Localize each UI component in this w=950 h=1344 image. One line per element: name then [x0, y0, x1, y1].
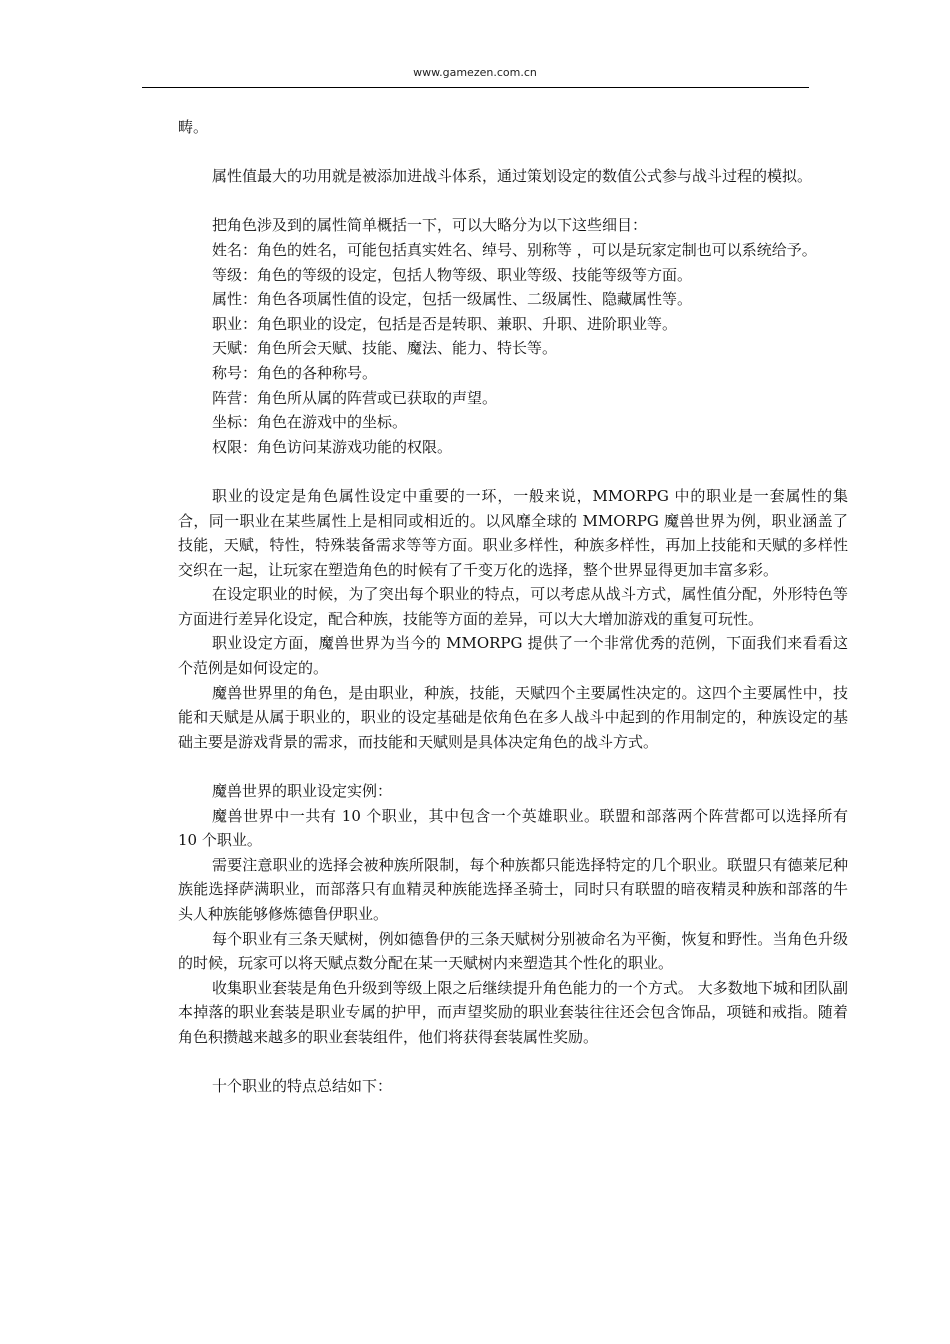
- job-paragraph: 魔兽世界里的角色，是由职业，种族，技能，天赋四个主要属性决定的。这四个主要属性中，技能和天赋是从属于职业的，职业的设定基础是依角色在多人战斗中起到的作用制定的，种族设定的基础主要是游戏背景的需求，而技能和天赋则是具体决定角色的战斗方式。: [178, 683, 848, 751]
- paragraph-attr-use: 属性值最大的功用就是被添加进战斗体系，通过策划设定的数值公式参与战斗过程的模拟。: [212, 167, 813, 186]
- job-paragraph: 职业的设定是角色属性设定中重要的一环，一般来说，MMORPG 中的职业是一套属性的集合，同一职业在某些属性上是相同或相近的。以风靡全球的 MMORPG 魔兽世界为例，职业涵盖了技能，天赋，特性，特殊装备需求等等方面。职业多样性，种族多样性，再加上技能和天赋的多样性交织在一起，让玩家在塑造角色的时候有了千变万化的选择，整个世界显得更加丰富多彩。: [178, 486, 848, 579]
- body-text: [178, 115, 848, 1099]
- attr-item-talent: 天赋：角色所会天赋、技能、魔法、能力、特长等。: [212, 339, 558, 358]
- attr-item-permission: 权限：角色访问某游戏功能的权限。: [212, 437, 453, 456]
- wow-paragraph: 每个职业有三条天赋树，例如德鲁伊的三条天赋树分别被命名为平衡，恢复和野性。当角色升级的时候，玩家可以将天赋点数分配在某一天赋树内来塑造其个性化的职业。: [178, 929, 848, 973]
- attr-item-class: 职业：角色职业的设定，包括是否是转职、兼职、升职、进阶职业等。: [212, 314, 678, 333]
- attr-item-level: 等级：角色的等级的设定，包括人物等级、职业等级、技能等级等方面。: [212, 265, 693, 284]
- job-paragraph: 职业设定方面，魔兽世界为当今的 MMORPG 提供了一个非常优秀的范例，下面我们来看看这个范例是如何设定的。: [178, 634, 848, 678]
- attr-item-attribute: 属性：角色各项属性值的设定，包括一级属性、二级属性、隐藏属性等。: [212, 290, 693, 309]
- attr-intro: 把角色涉及到的属性简单概括一下，可以大略分为以下这些细目：: [212, 216, 648, 235]
- header-url[interactable]: www.gamezen.com.cn: [413, 66, 537, 79]
- wow-paragraph: 魔兽世界中一共有 10 个职业，其中包含一个英雄职业。联盟和部落两个阵营都可以选择所有 10 个职业。: [178, 806, 848, 850]
- wow-section-title: 魔兽世界的职业设定实例：: [212, 782, 393, 801]
- attr-item-name: 姓名：角色的姓名，可能包括真实姓名、绰号、别称等 ，可以是玩家定制也可以系统给予。: [212, 240, 817, 259]
- header-rule: [142, 87, 809, 88]
- job-paragraph: 在设定职业的时候，为了突出每个职业的特点，可以考虑从战斗方式，属性值分配，外形特色等方面进行差异化设定，配合种族，技能等方面的差异，可以大大增加游戏的重复可玩性。: [178, 585, 848, 628]
- attr-item-title: 称号：角色的各种称号。: [212, 363, 378, 382]
- paragraph-tail: 畴。: [178, 118, 209, 136]
- summary-title: 十个职业的特点总结如下：: [212, 1077, 393, 1096]
- attr-item-coordinate: 坐标：角色在游戏中的坐标。: [212, 413, 408, 432]
- wow-paragraph: 需要注意职业的选择会被种族所限制，每个种族都只能选择特定的几个职业。联盟只有德莱尼种族能选择萨满职业，而部落只有血精灵种族能选择圣骑士，同时只有联盟的暗夜精灵种族和部落的牛头人种族能够修炼德鲁伊职业。: [178, 855, 848, 923]
- attr-item-faction: 阵营：角色所从属的阵营或已获取的声望。: [212, 388, 498, 407]
- wow-paragraph: 收集职业套装是角色升级到等级上限之后继续提升角色能力的一个方式。 大多数地下城和团队副本掉落的职业套装是职业专属的护甲，而声望奖励的职业套装往往还会包含饰品，项链和戒指。随着角色积攒越来越多的职业套装组件，他们将获得套装属性奖励。: [178, 978, 848, 1046]
